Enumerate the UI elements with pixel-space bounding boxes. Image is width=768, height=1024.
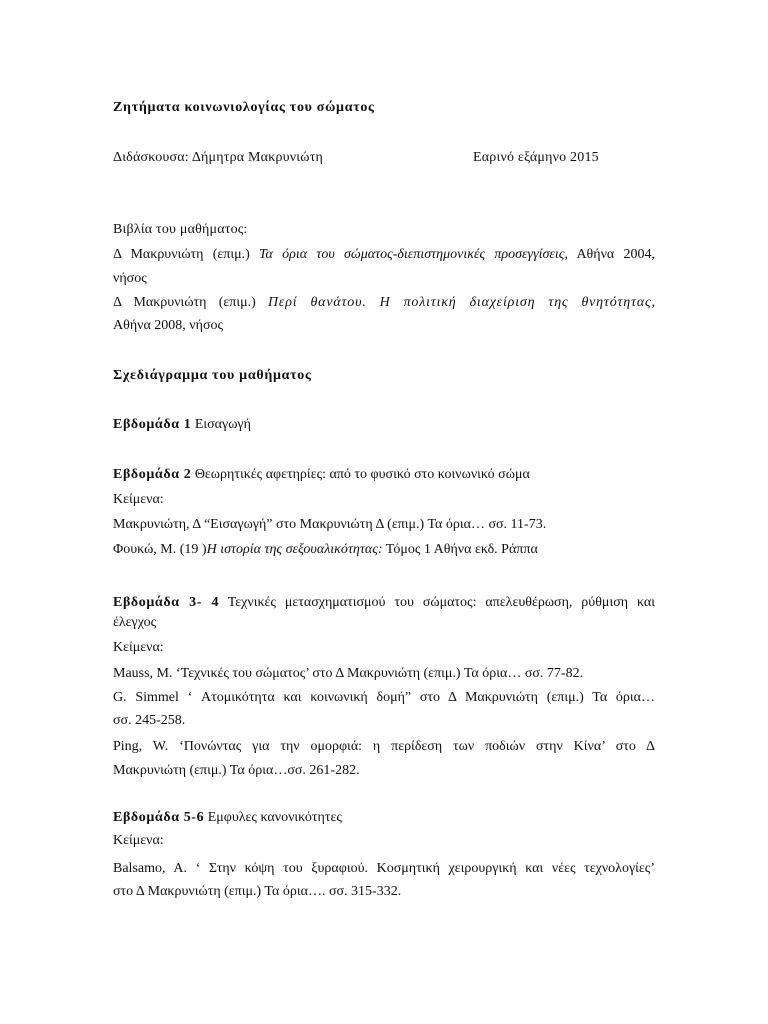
week-1-topic: Εισαγωγή bbox=[191, 417, 251, 432]
week-2-texts-label: Κείμενα: bbox=[113, 492, 164, 507]
book-1-title: Τα όρια του σώματος-διεπιστημονικές προσεγγίσεις, bbox=[259, 247, 568, 262]
book-1-publisher: νήσος bbox=[113, 271, 147, 286]
week-3-4-reading-3: Ping, W. ‘Πονώντας για την ομορφιά: η περίδεση των ποδιών στην Κίνα’ στο Δ bbox=[113, 739, 655, 754]
week-3-4 bbox=[113, 594, 655, 612]
book-2-publisher: Αθήνα 2008, νήσος bbox=[113, 318, 224, 333]
book-1 bbox=[113, 246, 655, 264]
book-2 bbox=[113, 294, 655, 312]
week-5-6-texts-label: Κείμενα: bbox=[113, 833, 164, 848]
week-3-4-label: Εβδομάδα 3- 4 bbox=[113, 595, 220, 610]
book-2-title: Περί θανάτου. Η πολιτική διαχείριση της θνητότητας bbox=[268, 295, 652, 310]
week-3-4-topic: Τεχνικές μετασχηματισμού του σώματος: απελευθέρωση, ρύθμιση και bbox=[219, 595, 655, 610]
week-5-6-reading-1: Balsamo, A. ‘ Στην κόψη του ξυραφιού. Κοσμητική χειρουργική και νέες τεχνολογίες’ bbox=[113, 861, 655, 876]
week-3-4-topic-cont: έλεγχος bbox=[113, 615, 157, 630]
week-2-topic: Θεωρητικές αφετηρίες: από το φυσικό στο κοινωνικό σώμα bbox=[191, 467, 530, 482]
week-5-6-reading-1-cont: στο Δ Μακρυνιώτη (επιμ.) Τα όρια…. σσ. 315-332. bbox=[113, 884, 402, 899]
book-2-editor: Δ Μακρυνιώτη (επιμ.) bbox=[113, 295, 269, 310]
week-3-4-reading-2-cont: σσ. 245-258. bbox=[113, 713, 186, 728]
book-2-comma: , bbox=[651, 295, 655, 310]
book-1-editor: Δ Μακρυνιώτη (επιμ.) bbox=[113, 247, 260, 262]
week-2-reading-2-author: Φουκώ, Μ. (19 ) bbox=[113, 542, 207, 557]
book-1-place: Αθήνα 2004, bbox=[567, 247, 655, 262]
week-2 bbox=[113, 466, 530, 484]
books-heading: Βιβλία του μαθήματος: bbox=[113, 222, 248, 237]
document-title: Ζητήματα κοινωνιολογίας του σώματος bbox=[113, 100, 375, 115]
week-2-reading-2-details: Τόμος 1 Αθήνα εκδ. Ράππα bbox=[382, 542, 538, 557]
week-2-reading-2-title: Η ιστορία της σεξουαλικότητας: bbox=[206, 542, 383, 557]
instructor-line: Διδάσκουσα: Δήμητρα Μακρυνιώτη bbox=[113, 150, 324, 165]
week-1-label: Εβδομάδα 1 bbox=[113, 417, 192, 432]
week-2-reading-2 bbox=[113, 541, 538, 559]
week-1 bbox=[113, 416, 251, 434]
outline-heading: Σχεδιάγραμμα του μαθήματος bbox=[113, 368, 312, 383]
semester-line: Εαρινό εξάμηνο 2015 bbox=[473, 150, 599, 165]
week-5-6-topic: Εμφυλες κανονικότητες bbox=[204, 810, 342, 825]
week-3-4-reading-3-cont: Μακρυνιώτη (επιμ.) Τα όρια…σσ. 261-282. bbox=[113, 763, 360, 778]
week-5-6-label: Εβδομάδα 5-6 bbox=[113, 810, 205, 825]
week-5-6 bbox=[113, 809, 342, 827]
week-3-4-texts-label: Κείμενα: bbox=[113, 640, 164, 655]
week-2-reading-1: Μακρυνιώτη, Δ “Εισαγωγή” στο Μακρυνιώτη Δ (επιμ.) Τα όρια… σσ. 11-73. bbox=[113, 517, 547, 532]
week-2-label: Εβδομάδα 2 bbox=[113, 467, 192, 482]
week-3-4-reading-2: G. Simmel ‘ Ατομικότητα και κοινωνική δομή” στο Δ Μακρυνιώτη (επιμ.) Τα όρια… bbox=[113, 690, 655, 705]
week-3-4-reading-1: Mauss, M. ‘Τεχνικές του σώματος’ στο Δ Μακρυνιώτη (επιμ.) Τα όρια… σσ. 77-82. bbox=[113, 666, 584, 681]
